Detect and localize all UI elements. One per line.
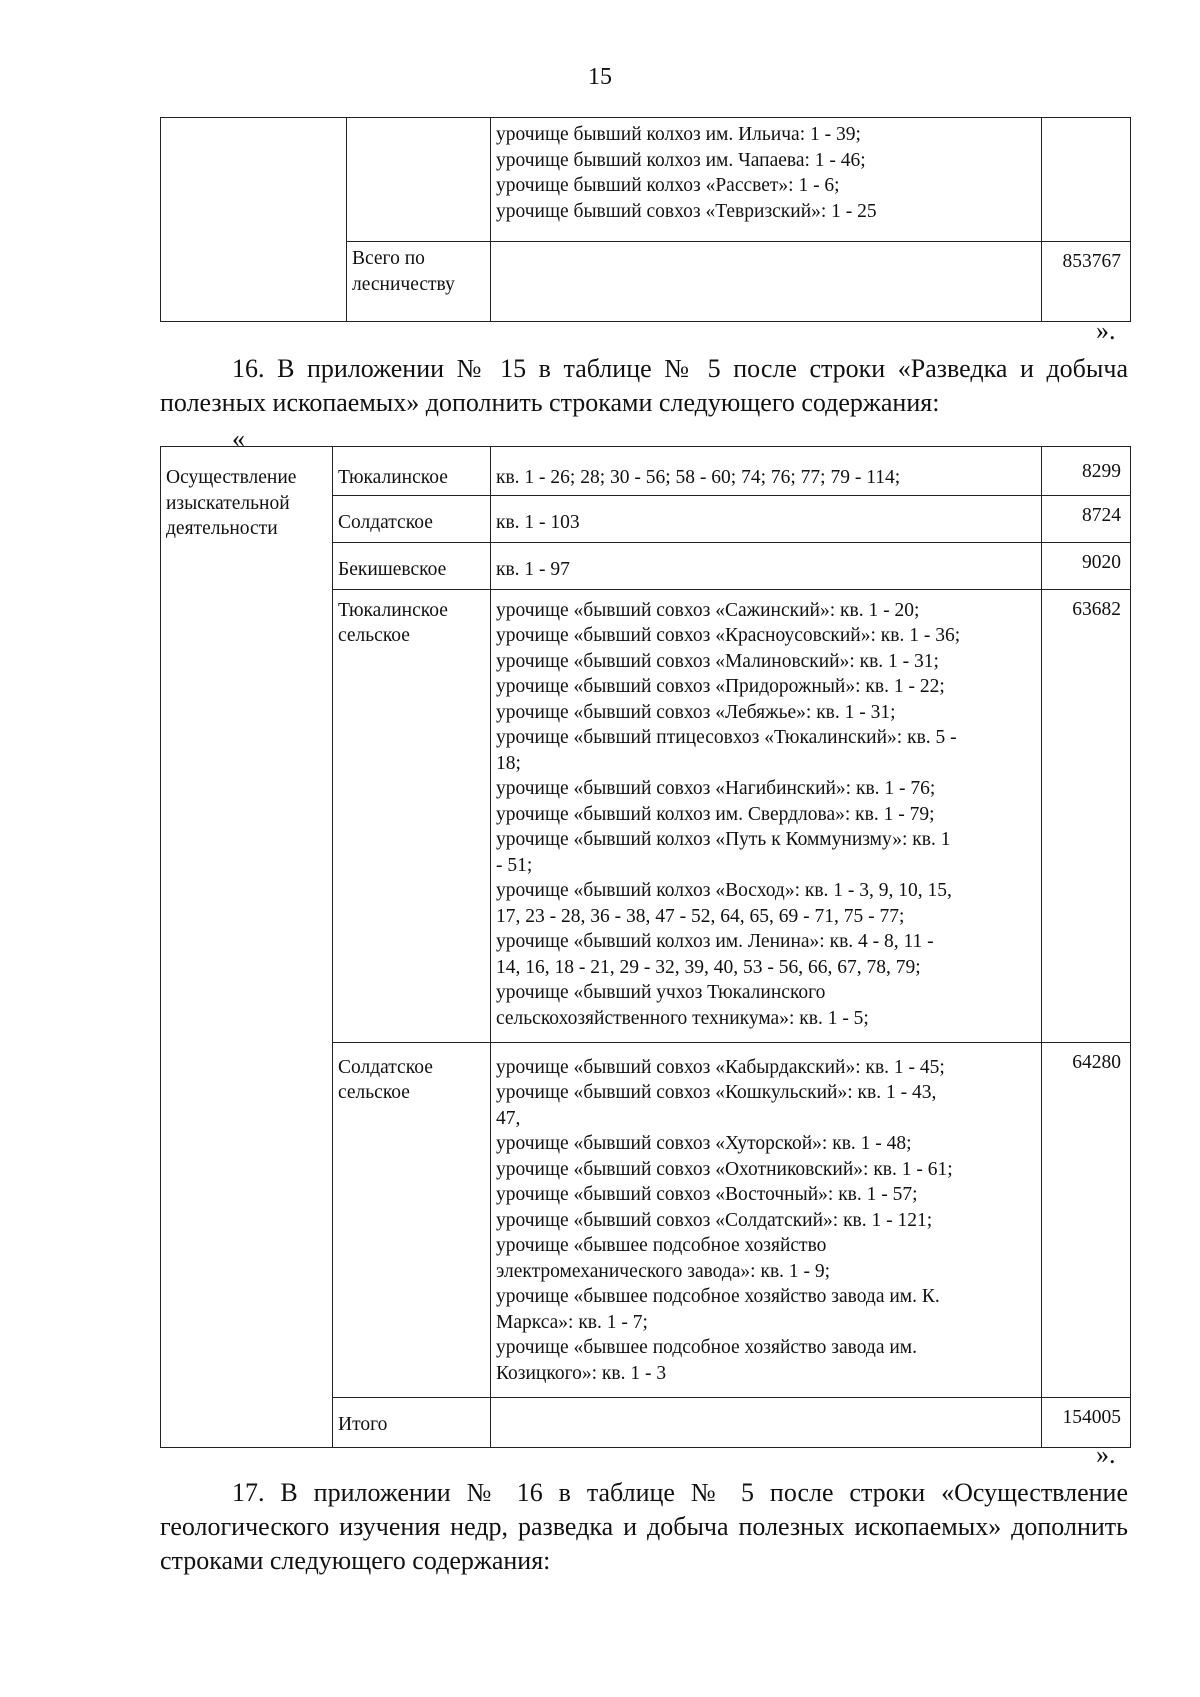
tract-list-cell — [491, 118, 1042, 242]
list-item: урочище «бывший совхоз «Лебяжье»: кв. 1 - 31; — [496, 701, 896, 723]
paragraph-17: 17. В приложении № 16 в таблице № 5 после строки «Осуществление геологического изучения недр, разведка и добыча полезных ископаемых» дополнить строками следующего содержания: — [160, 1478, 1128, 1575]
list-item: урочище бывший колхоз им. Ильича: 1 - 39; — [496, 124, 861, 145]
list-item: урочище «бывший совхоз «Охотниковский»: кв. 1 - 61; — [496, 1158, 953, 1180]
list-item: урочище «бывший совхоз «Кабырдакский»: кв. 1 - 45; — [496, 1056, 945, 1078]
table-continuation — [160, 117, 1131, 322]
list-item: электромеханического завода»: кв. 1 - 9; — [496, 1260, 831, 1282]
list-item: урочище бывший колхоз «Рассвет»: 1 - 6; — [496, 175, 840, 196]
list-item: урочище «бывший птицесовхоз «Тюкалинский»: кв. 5 - — [496, 727, 957, 748]
forestry-cell: Тюкалинское — [333, 447, 491, 496]
list-item: урочище «бывший совхоз «Придорожный»: кв. 1 - 22; — [496, 676, 945, 697]
tract-list-cell — [491, 1042, 1042, 1397]
list-item: урочище «бывший совхоз «Малиновский»: кв. 1 - 31; — [496, 650, 939, 672]
list-item: урочище «бывший совхоз «Кошкульский»: кв. 1 - 43, — [496, 1082, 937, 1103]
total-label-cell: Итого — [333, 1397, 491, 1447]
tract-list-cell — [491, 447, 1042, 496]
closing-quote: ». — [1096, 316, 1116, 345]
list-item: урочище «бывший учхоз Тюкалинского — [496, 982, 826, 1003]
area-cell: 8724 — [1042, 495, 1131, 542]
tract-list-cell — [491, 495, 1042, 542]
area-cell — [1042, 118, 1131, 242]
total-area-cell: 154005 — [1042, 1397, 1131, 1447]
table-main — [160, 446, 1131, 1448]
list-item: 14, 16, 18 - 21, 29 - 32, 39, 40, 53 - 56, 66, 67, 78, 79; — [496, 956, 921, 978]
list-item: 18; — [496, 752, 521, 774]
empty-cell — [491, 242, 1042, 322]
paragraph-16: 16. В приложении № 15 в таблице № 5 после строки «Разведка и добыча полезных ископаемых» дополнить строками следующего содержания: — [160, 354, 1128, 417]
list-item: урочище «бывший колхоз «Восход»: кв. 1 - 3, 9, 10, 15, — [496, 880, 952, 901]
forestry-cell: Бекишевское — [333, 542, 491, 589]
list-item: урочище «бывший совхоз «Нагибинский»: кв. 1 - 76; — [496, 778, 936, 799]
total-area-cell: 853767 — [1042, 242, 1131, 322]
area-cell: 64280 — [1042, 1042, 1131, 1397]
area-cell: 8299 — [1042, 447, 1131, 496]
list-item: урочище «бывший колхоз им. Ленина»: кв. 4 - 8, 11 - — [496, 931, 934, 952]
forestry-cell: Солдатское — [333, 495, 491, 542]
list-item: 47, — [496, 1107, 521, 1129]
forestry-cell: Тюкалинское сельское — [333, 589, 491, 1042]
empty-cell — [491, 1397, 1042, 1447]
list-item: урочище «бывший совхоз «Восточный»: кв. 1 - 57; — [496, 1184, 918, 1205]
list-item: урочище «бывший совхоз «Солдатский»: кв. 1 - 121; — [496, 1209, 933, 1231]
list-item: кв. 1 - 97 — [496, 558, 570, 580]
list-item: урочище «бывший совхоз «Красноусовский»: кв. 1 - 36; — [496, 625, 961, 646]
list-item: урочище «бывшее подсобное хозяйство завода им. К. — [496, 1286, 940, 1307]
list-item: кв. 1 - 26; 28; 30 - 56; 58 - 60; 74; 76; 77; 79 - 114; — [496, 467, 901, 488]
list-item: урочище «бывший совхоз «Сажинский»: кв. 1 - 20; — [496, 599, 920, 621]
area-cell: 9020 — [1042, 542, 1131, 589]
list-item: урочище «бывшее подсобное хозяйство — [496, 1235, 827, 1256]
total-label-cell: Всего по лесничеству — [347, 242, 491, 322]
list-item: урочище бывший колхоз им. Чапаева: 1 - 46; — [496, 149, 866, 171]
forestry-cell — [347, 118, 491, 242]
list-item: кв. 1 - 103 — [496, 511, 580, 533]
activity-cell: Осуществление изыскательной деятельности — [161, 447, 333, 1448]
tract-list-cell — [491, 589, 1042, 1042]
list-item: Козицкого»: кв. 1 - 3 — [496, 1362, 667, 1384]
list-item: урочище «бывшее подсобное хозяйство завода им. — [496, 1337, 918, 1358]
tract-list-cell — [491, 542, 1042, 589]
list-item: урочище бывший совхоз «Тевризский»: 1 - 25 — [496, 200, 877, 222]
list-item: Маркса»: кв. 1 - 7; — [496, 1311, 648, 1333]
list-item: урочище «бывший колхоз «Путь к Коммунизму»: кв. 1 — [496, 829, 951, 850]
list-item: сельскохозяйственного техникума»: кв. 1 - 5; — [496, 1007, 869, 1029]
list-item: 17, 23 - 28, 36 - 38, 47 - 52, 64, 65, 69 - 71, 75 - 77; — [496, 905, 905, 927]
activity-cell — [161, 118, 347, 322]
list-item: - 51; — [496, 854, 533, 876]
opening-quote: « — [232, 424, 245, 453]
closing-quote: ». — [1096, 1440, 1116, 1469]
list-item: урочище «бывший совхоз «Хуторской»: кв. 1 - 48; — [496, 1133, 912, 1154]
area-cell: 63682 — [1042, 589, 1131, 1042]
page-number: 15 — [588, 64, 612, 90]
list-item: урочище «бывший колхоз им. Свердлова»: кв. 1 - 79; — [496, 803, 935, 825]
forestry-cell: Солдатское сельское — [333, 1042, 491, 1397]
